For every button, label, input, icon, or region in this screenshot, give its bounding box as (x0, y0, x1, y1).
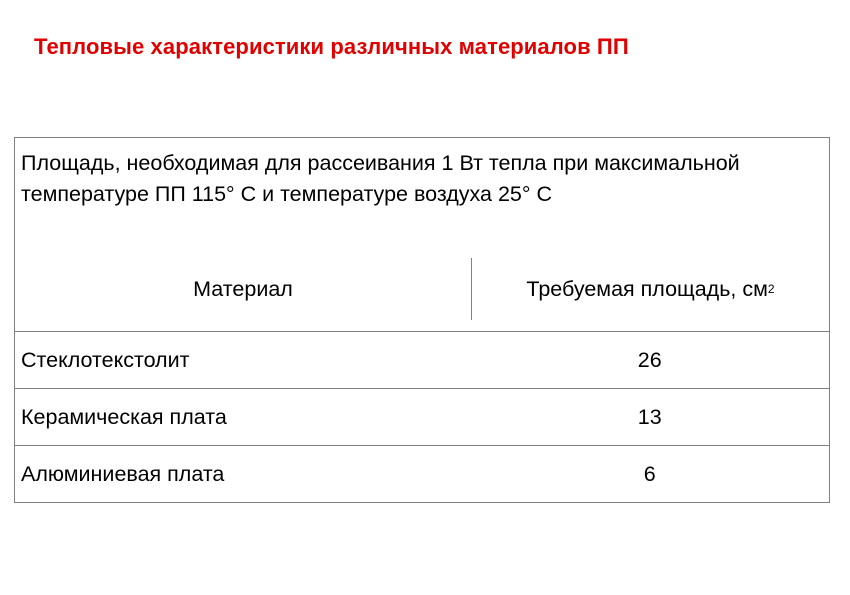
column-header-area: Требуемая площадь, см 2 (471, 258, 829, 320)
table-row (15, 446, 830, 503)
table-row (15, 389, 830, 446)
thermal-properties-table (14, 137, 830, 503)
table-cell-material: Алюминиевая плата (15, 446, 471, 503)
table-cell-material: Керамическая плата (15, 389, 471, 446)
table-caption-row (15, 138, 830, 332)
column-header-material (15, 258, 471, 320)
table-caption: Площадь, необходимая для рассеивания 1 Вт тепла при максимальной температуре ПП 115° С и температуре воздуха 25° С (21, 151, 740, 206)
table-header (15, 258, 829, 320)
table-cell-area: 26 (471, 332, 830, 389)
table-cell-area: 13 (471, 389, 830, 446)
column-header-material-label: Материал (193, 276, 293, 301)
table-caption-cell (15, 138, 830, 332)
table-row (15, 332, 830, 389)
page-title: Тепловые характеристики различных материалов ПП (34, 34, 629, 59)
table-cell-material: Стеклотекстолит (15, 332, 471, 389)
table-cell-area: 6 (471, 446, 830, 503)
column-header-area-label: Требуемая площадь, см (526, 276, 768, 301)
